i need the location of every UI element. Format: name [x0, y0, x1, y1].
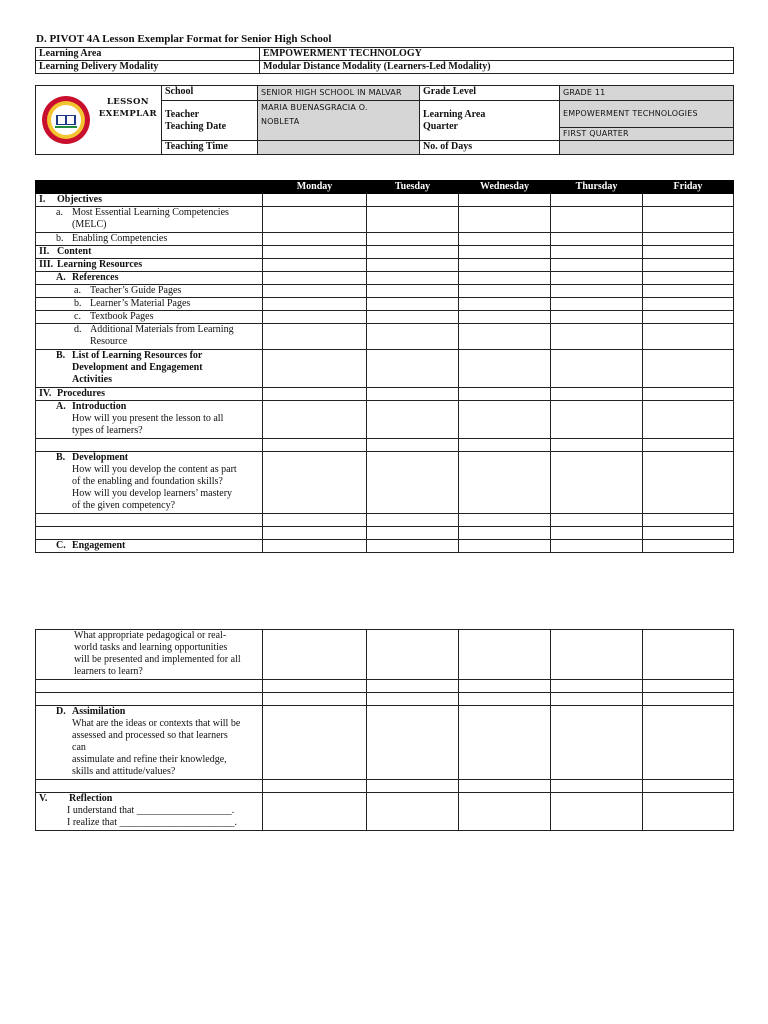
table-row	[36, 401, 734, 439]
teacher-cell	[162, 101, 258, 141]
table-row	[36, 706, 734, 780]
row-letter: A.	[56, 272, 66, 283]
quarter-label: Quarter	[423, 120, 458, 132]
assim-question-3: can	[72, 742, 86, 753]
row-reflection: Reflection	[69, 793, 113, 804]
row-letter: a.	[74, 285, 81, 296]
modality-label: Learning Delivery Modality	[36, 61, 260, 74]
row-learning-resources: Learning Resources	[57, 259, 143, 270]
row-number: III.	[39, 259, 54, 270]
table-row	[36, 298, 734, 311]
row-number: IV.	[39, 388, 52, 399]
table-row	[36, 311, 734, 324]
eng-question-3: will be presented and implemented for all	[74, 654, 241, 665]
school-label: School	[162, 86, 258, 101]
table-row	[36, 540, 734, 553]
day-wednesday: Wednesday	[459, 181, 551, 194]
row-letter: B.	[56, 350, 66, 361]
teacher-name-line-2: NOBLETA	[261, 117, 300, 126]
row-letter: B.	[56, 452, 66, 463]
row-letter: d.	[74, 324, 82, 335]
table-row	[36, 246, 734, 259]
days-label: No. of Days	[420, 141, 560, 155]
table-row	[36, 207, 734, 233]
deped-seal-icon	[41, 95, 91, 145]
lesson-label: LESSON	[106, 97, 149, 107]
row-list-resources-2: Development and Engagement	[72, 362, 203, 373]
dev-question-2: of the enabling and foundation skills?	[72, 476, 223, 487]
document-title: D. PIVOT 4A Lesson Exemplar Format for Senior High School	[36, 33, 332, 45]
learning-area-value-2: EMPOWERMENT TECHNOLOGIES	[560, 101, 734, 128]
row-number: I.	[39, 194, 46, 205]
header-blank	[36, 181, 263, 194]
row-melc-2: (MELC)	[72, 219, 107, 230]
table-row	[36, 452, 734, 514]
dev-question-4: of the given competency?	[72, 500, 176, 511]
row-letter: a.	[56, 207, 63, 218]
row-additional-materials-2: Resource	[90, 336, 128, 347]
table-row	[36, 272, 734, 285]
table-row	[36, 693, 734, 706]
eng-question-2: world tasks and learning opportunities	[74, 642, 228, 653]
table-row	[36, 259, 734, 272]
dev-question-1: How will you develop the content as part	[72, 464, 237, 475]
teaching-date-label: Teaching Date	[165, 120, 227, 132]
assim-question-5: skills and attitude/values?	[72, 766, 176, 777]
learning-area-quarter-cell	[420, 101, 560, 141]
row-letter: D.	[56, 706, 66, 717]
dev-question-3: How will you develop learners’ mastery	[72, 488, 233, 499]
quarter-value: FIRST QUARTER	[560, 128, 734, 141]
table-row	[36, 527, 734, 540]
row-textbook: Textbook Pages	[90, 311, 154, 322]
teacher-label: Teacher	[165, 108, 200, 120]
table-row	[36, 514, 734, 527]
eng-question-1: What appropriate pedagogical or real-	[74, 630, 227, 641]
learning-area-label: Learning Area	[36, 48, 260, 61]
row-introduction: Introduction	[72, 401, 127, 412]
teaching-time-label: Teaching Time	[162, 141, 258, 155]
school-value: SENIOR HIGH SCHOOL IN MALVAR	[258, 86, 420, 101]
exemplar-label: EXEMPLAR	[98, 109, 157, 119]
teaching-time-value	[258, 141, 420, 155]
day-tuesday: Tuesday	[367, 181, 459, 194]
learning-area-value: EMPOWERMENT TECHNOLOGY	[260, 48, 734, 61]
row-letter: C.	[56, 540, 66, 551]
row-number: V.	[39, 793, 48, 804]
grade-level-label: Grade Level	[420, 86, 560, 101]
teacher-name-line-1: MARIA BUENASGRACIA O.	[261, 103, 368, 112]
teacher-value-cell	[258, 101, 420, 141]
row-learners-material: Learner’s Material Pages	[90, 298, 191, 309]
day-monday: Monday	[263, 181, 367, 194]
row-development: Development	[72, 452, 129, 463]
row-procedures: Procedures	[57, 388, 105, 399]
row-letter: c.	[74, 311, 81, 322]
row-content: Content	[57, 246, 92, 257]
row-list-resources-3: Activities	[72, 374, 112, 385]
eng-question-4: learners to learn?	[74, 666, 143, 677]
modality-value: Modular Distance Modality (Learners-Led Modality)	[260, 61, 734, 74]
table-row	[36, 793, 734, 831]
header-table	[35, 47, 734, 74]
day-thursday: Thursday	[551, 181, 643, 194]
reflection-line-1: I understand that ___________________.	[67, 805, 235, 816]
intro-question-2: types of learners?	[72, 425, 143, 436]
day-header-row	[36, 181, 734, 194]
table-row	[36, 324, 734, 350]
row-objectives: Objectives	[57, 194, 102, 205]
day-friday: Friday	[643, 181, 734, 194]
row-additional-materials: Additional Materials from Learning	[90, 324, 234, 335]
logo-cell	[36, 86, 162, 155]
reflection-line-2: I realize that _______________________.	[67, 817, 237, 828]
row-melc: Most Essential Learning Competencies	[72, 207, 229, 218]
row-teachers-guide: Teacher’s Guide Pages	[90, 285, 182, 296]
table-row	[36, 350, 734, 388]
info-table	[35, 85, 734, 155]
assim-question-1: What are the ideas or contexts that will be	[72, 718, 241, 729]
row-letter: b.	[74, 298, 82, 309]
row-enabling: Enabling Competencies	[72, 233, 168, 244]
table-row	[36, 285, 734, 298]
intro-question-1: How will you present the lesson to all	[72, 413, 224, 424]
table-row	[36, 388, 734, 401]
table-row	[36, 233, 734, 246]
lesson-plan-table-continued	[35, 629, 734, 831]
lesson-plan-table	[35, 180, 734, 553]
row-letter: b.	[56, 233, 64, 244]
table-row	[36, 439, 734, 452]
table-row	[36, 780, 734, 793]
table-row	[36, 630, 734, 680]
assim-question-2: assessed and processed so that learners	[72, 730, 228, 741]
row-assimilation: Assimilation	[72, 706, 126, 717]
assim-question-4: assimulate and refine their knowledge,	[72, 754, 227, 765]
table-row	[36, 680, 734, 693]
grade-level-value: GRADE 11	[560, 86, 734, 101]
row-engagement: Engagement	[72, 540, 126, 551]
learning-area-label-2: Learning Area	[423, 108, 486, 120]
days-value	[560, 141, 734, 155]
row-number: II.	[39, 246, 50, 257]
row-list-resources: List of Learning Resources for	[72, 350, 203, 361]
table-row	[36, 194, 734, 207]
row-letter: A.	[56, 401, 66, 412]
row-references: References	[72, 272, 119, 283]
